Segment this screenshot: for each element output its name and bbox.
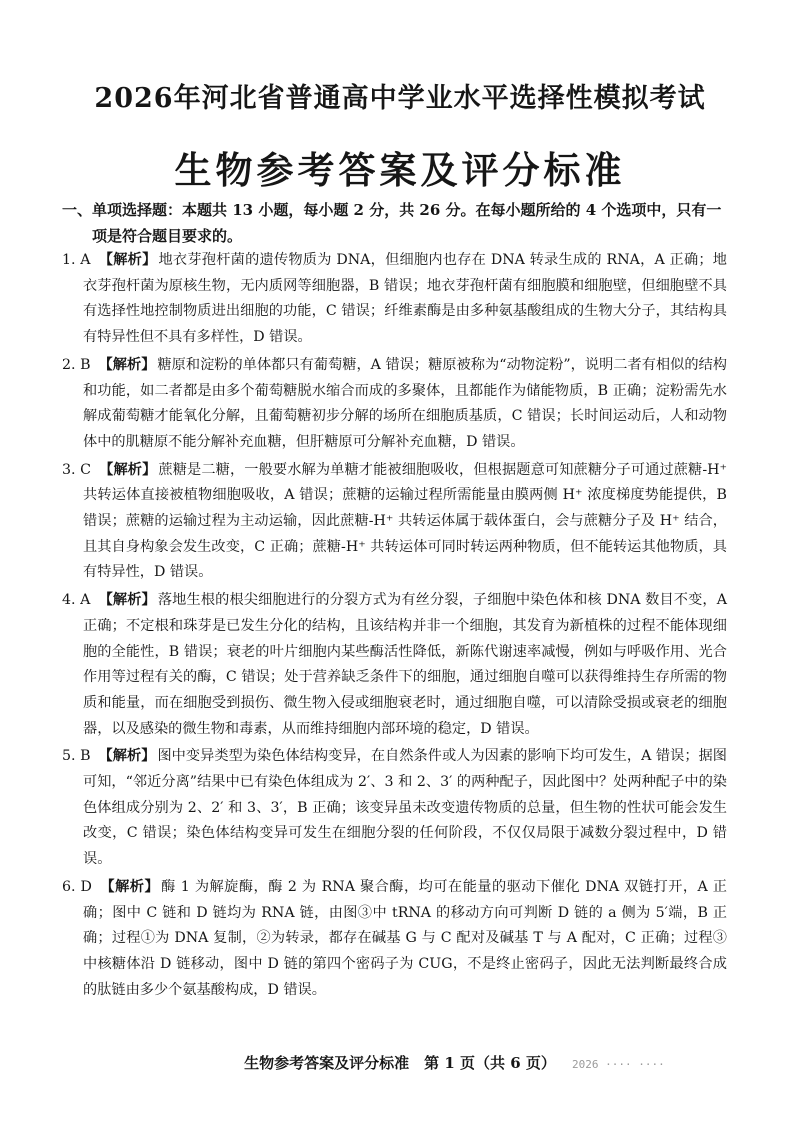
document-subtitle: 生物参考答案及评分标准 [174, 148, 626, 192]
page-footer: 生物参考答案及评分标准 第 1 页（共 6 页） [244, 1054, 556, 1072]
answer-number: 1. A [62, 252, 91, 268]
section-heading-text: 一、单项选择题：本题共 13 小题，每小题 2 分，共 26 分。在每小题所给的 4 个选项中，只有一项是符合题目要求的。 [62, 201, 722, 245]
answer-text: 糖原和淀粉的单体都只有葡萄糖，A 错误；糖原被称为“动物淀粉”，说明二者有相似的结构和功能，如二者都是由多个葡萄糖脱水缩合而成的多聚体，且都能作为储能物质，B 正确；淀粉需先水解成葡萄糖才能氧化分解，且葡萄糖初步分解的场所在细胞质基质，C 错误；长时间运动后，人和动物体中的肌糖原不能分解补充血糖，但肝糖原可分解补充血糖，D 错误。 [83, 356, 727, 450]
watermark-logo: 2026 ···· ···· [572, 1058, 665, 1071]
answer-item [62, 875, 727, 1004]
answer-text: 酶 1 为解旋酶，酶 2 为 RNA 聚合酶，均可在能量的驱动下催化 DNA 双链打开，A 正确；图中 C 链和 D 链均为 RNA 链，由图③中 tRNA 的移动方向可判断 D 链的 a 侧为 5′端，B 正确；过程①为 DNA 复制，②为转录，都存在碱基 G 与 C 配对及碱基 T 与 A 配对，C 正确；过程③中核糖体沿 D 链移动，图中 D 链的第四个密码子为 CUG，不是终止密码子，因此无法判断最终合成的肽链由多少个氨基酸构成，D 错误。 [83, 878, 727, 998]
answer-item [62, 248, 727, 351]
answer-number: 4. A [62, 592, 91, 609]
answer-list [62, 248, 727, 1005]
analysis-tag: 【解析】 [98, 748, 156, 765]
analysis-tag: 【解析】 [98, 592, 156, 609]
answer-number: 3. C [62, 461, 92, 478]
analysis-tag: 【解析】 [98, 252, 157, 268]
answer-number: 2. B [62, 356, 91, 373]
answer-text: 落地生根的根尖细胞进行的分裂方式为有丝分裂，子细胞中染色体和核 DNA 数目不变，A 正确；不定根和珠芽是已发生分化的结构，且该结构并非一个细胞，其发育为新植株的过程不能体现细胞的全能性，B 错误；衰老的叶片细胞内某些酶活性降低，新陈代谢速率减慢，例如与呼吸作用、光合作用等过程有关的酶，C 错误；处于营养缺乏条件下的细胞，通过细胞自噬可以获得维持生存所需的物质和能量，而在细胞受到损伤、微生物入侵或细胞衰老时，通过细胞自噬，可以清除受损或衰老的细胞器，以及感染的微生物和毒素，从而维持细胞内部环境的稳定，D 错误。 [83, 592, 727, 737]
answer-item [62, 744, 727, 873]
answer-item [62, 588, 727, 742]
answer-text: 地衣芽孢杆菌的遗传物质为 DNA，但细胞内也存在 DNA 转录生成的 RNA，A 正确；地衣芽孢杆菌为原核生物，无内质网等细胞器，B 错误；地衣芽孢杆菌有细胞膜和细胞壁，但细胞壁不具有选择性地控制物质进出细胞的功能，C 错误；纤维素酶是由多种氨基酸组成的生物大分子，其结构具有特异性但不具有多样性，D 错误。 [83, 252, 727, 346]
answer-number: 6. D [62, 878, 92, 895]
answer-item [62, 353, 727, 456]
answer-text: 蔗糖是二糖，一般要水解为单糖才能被细胞吸收，但根据题意可知蔗糖分子可通过蔗糖-H⁺ 共转运体直接被植物细胞吸收，A 错误；蔗糖的运输过程所需能量由膜两侧 H⁺ 浓度梯度势能提供，B 错误；蔗糖的运输过程为主动运输，因此蔗糖-H⁺ 共转运体属于载体蛋白，会与蔗糖分子及 H⁺ 结合，且其自身构象会发生改变，C 正确；蔗糖-H⁺ 共转运体可同时转运两种物质，但不能转运其他物质，具有特异性，D 错误。 [83, 461, 727, 581]
answer-number: 5. B [62, 748, 91, 765]
section-heading [62, 197, 727, 249]
answer-item [62, 458, 727, 587]
analysis-tag: 【解析】 [98, 356, 156, 373]
analysis-tag: 【解析】 [99, 878, 160, 895]
answer-text: 图中变异类型为染色体结构变异，在自然条件或人为因素的影响下均可发生，A 错误；据图可知，“邻近分离”结果中已有染色体组成为 2′、3 和 2、3′ 的两种配子，因此图中？处两种配子中的染色体组成分别为 2、2′ 和 3、3′，B 正确；该变异虽未改变遗传物质的总量，但生物的性状可能会发生改变，C 错误；染色体结构变异可发生在细胞分裂的任何阶段，不仅仅局限于减数分裂过程中，D 错误。 [83, 748, 727, 868]
analysis-tag: 【解析】 [99, 461, 157, 478]
exam-title: 2026年河北省普通高中学业水平选择性模拟考试 [94, 83, 706, 114]
